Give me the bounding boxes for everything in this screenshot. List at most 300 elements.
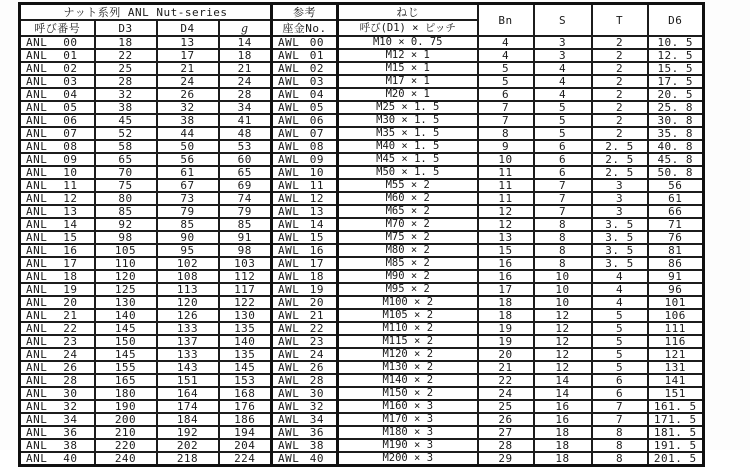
washer-number-cell bbox=[272, 400, 338, 413]
d4-cell: 102 bbox=[157, 257, 219, 270]
nut-series-label: ANL bbox=[26, 439, 48, 452]
nut-number: 03 bbox=[63, 75, 78, 88]
g-cell: 34 bbox=[219, 101, 272, 114]
d4-cell: 133 bbox=[157, 348, 219, 361]
bn-cell: 4 bbox=[478, 36, 534, 49]
nut-number: 14 bbox=[63, 218, 78, 231]
screw-spec-cell: M35 × 1. 5 bbox=[338, 127, 478, 140]
g-cell: 135 bbox=[219, 348, 272, 361]
s-cell: 6 bbox=[534, 166, 592, 179]
washer-series-label: AWL bbox=[278, 75, 300, 88]
table-row bbox=[20, 348, 704, 361]
t-cell: 3 bbox=[592, 192, 648, 205]
screw-spec-cell: M50 × 1. 5 bbox=[338, 166, 478, 179]
d6-cell: 17. 5 bbox=[648, 75, 704, 88]
nut-series-label: ANL bbox=[26, 153, 48, 166]
reference-group-header: 参考 bbox=[272, 4, 338, 21]
washer-number-cell bbox=[272, 270, 338, 283]
s-cell: 18 bbox=[534, 439, 592, 452]
bn-cell: 6 bbox=[478, 88, 534, 101]
g-cell: 69 bbox=[219, 179, 272, 192]
washer-number: 24 bbox=[309, 348, 324, 361]
nut-series-label: ANL bbox=[26, 452, 48, 465]
t-cell: 7 bbox=[592, 413, 648, 426]
bn-cell: 4 bbox=[478, 49, 534, 62]
nut-number-cell bbox=[20, 36, 95, 49]
screw-spec-cell: M190 × 3 bbox=[338, 439, 478, 452]
washer-series-label: AWL bbox=[278, 218, 300, 231]
s-cell: 4 bbox=[534, 88, 592, 101]
washer-number-cell bbox=[272, 192, 338, 205]
g-cell: 98 bbox=[219, 244, 272, 257]
nut-number: 13 bbox=[63, 205, 78, 218]
t-cell: 2. 5 bbox=[592, 153, 648, 166]
nut-number-cell bbox=[20, 270, 95, 283]
washer-number: 26 bbox=[309, 361, 324, 374]
d4-cell: 17 bbox=[157, 49, 219, 62]
d3-cell: 155 bbox=[95, 361, 157, 374]
g-cell: 53 bbox=[219, 140, 272, 153]
nut-number-cell bbox=[20, 49, 95, 62]
screw-spec-cell: M17 × 1 bbox=[338, 75, 478, 88]
d6-cell: 61 bbox=[648, 192, 704, 205]
nut-number: 15 bbox=[63, 231, 78, 244]
washer-number: 30 bbox=[309, 387, 324, 400]
washer-series-label: AWL bbox=[278, 101, 300, 114]
g-cell: 168 bbox=[219, 387, 272, 400]
nut-number: 17 bbox=[63, 257, 78, 270]
g-cell: 24 bbox=[219, 75, 272, 88]
d3-cell: 125 bbox=[95, 283, 157, 296]
table-row bbox=[20, 153, 704, 166]
washer-number-cell bbox=[272, 387, 338, 400]
nut-number: 10 bbox=[63, 166, 78, 179]
table-row bbox=[20, 309, 704, 322]
d3-cell: 58 bbox=[95, 140, 157, 153]
washer-series-label: AWL bbox=[278, 244, 300, 257]
nut-series-label: ANL bbox=[26, 374, 48, 387]
washer-series-label: AWL bbox=[278, 114, 300, 127]
screw-spec-cell: M95 × 2 bbox=[338, 283, 478, 296]
table-row bbox=[20, 387, 704, 400]
bn-cell: 24 bbox=[478, 387, 534, 400]
d4-cell: 120 bbox=[157, 296, 219, 309]
washer-number-cell bbox=[272, 62, 338, 75]
t-cell: 5 bbox=[592, 335, 648, 348]
table-row bbox=[20, 75, 704, 88]
d6-cell: 101 bbox=[648, 296, 704, 309]
washer-series-label: AWL bbox=[278, 257, 300, 270]
bn-cell: 26 bbox=[478, 413, 534, 426]
nut-number-cell bbox=[20, 179, 95, 192]
g-cell: 28 bbox=[219, 88, 272, 101]
washer-number-cell bbox=[272, 101, 338, 114]
s-cell: 4 bbox=[534, 75, 592, 88]
washer-number-cell bbox=[272, 309, 338, 322]
d6-cell: 171. 5 bbox=[648, 413, 704, 426]
d3-cell: 240 bbox=[95, 452, 157, 466]
g-cell: 103 bbox=[219, 257, 272, 270]
nut-series-label: ANL bbox=[26, 205, 48, 218]
g-cell: 74 bbox=[219, 192, 272, 205]
d3-cell: 180 bbox=[95, 387, 157, 400]
washer-series-label: AWL bbox=[278, 296, 300, 309]
d3-cell: 28 bbox=[95, 75, 157, 88]
nut-number-cell bbox=[20, 335, 95, 348]
washer-series-label: AWL bbox=[278, 192, 300, 205]
nut-series-label: ANL bbox=[26, 179, 48, 192]
table-row bbox=[20, 231, 704, 244]
d3-cell: 45 bbox=[95, 114, 157, 127]
t-cell: 8 bbox=[592, 426, 648, 439]
nut-number: 01 bbox=[63, 49, 78, 62]
g-cell: 145 bbox=[219, 361, 272, 374]
table-row bbox=[20, 244, 704, 257]
washer-number-cell bbox=[272, 205, 338, 218]
d6-cell: 25. 8 bbox=[648, 101, 704, 114]
screw-spec-cell: M40 × 1. 5 bbox=[338, 140, 478, 153]
bn-cell: 28 bbox=[478, 439, 534, 452]
screw-spec-cell: M15 × 1 bbox=[338, 62, 478, 75]
washer-series-label: AWL bbox=[278, 361, 300, 374]
d4-cell: 21 bbox=[157, 62, 219, 75]
nut-series-label: ANL bbox=[26, 387, 48, 400]
table-row bbox=[20, 127, 704, 140]
s-cell: 10 bbox=[534, 296, 592, 309]
s-cell: 18 bbox=[534, 426, 592, 439]
d3-cell: 80 bbox=[95, 192, 157, 205]
d4-cell: 13 bbox=[157, 36, 219, 49]
nut-series-label: ANL bbox=[26, 218, 48, 231]
d3-cell: 92 bbox=[95, 218, 157, 231]
d3-cell: 200 bbox=[95, 413, 157, 426]
nut-number-cell bbox=[20, 374, 95, 387]
nut-series-label: ANL bbox=[26, 309, 48, 322]
bn-cell: 5 bbox=[478, 62, 534, 75]
screw-spec-cell: M10 × 0. 75 bbox=[338, 36, 478, 49]
d3-cell: 85 bbox=[95, 205, 157, 218]
nut-number-cell bbox=[20, 296, 95, 309]
d3-cell: 25 bbox=[95, 62, 157, 75]
col-header-d3: D3 bbox=[95, 20, 157, 36]
d6-cell: 106 bbox=[648, 309, 704, 322]
screw-spec-cell: M200 × 3 bbox=[338, 452, 478, 466]
d4-cell: 79 bbox=[157, 205, 219, 218]
nut-series-label: ANL bbox=[26, 244, 48, 257]
washer-number: 20 bbox=[309, 296, 324, 309]
table-row bbox=[20, 257, 704, 270]
washer-number: 08 bbox=[309, 140, 324, 153]
nut-number: 18 bbox=[63, 270, 78, 283]
nut-series-label: ANL bbox=[26, 62, 48, 75]
t-cell: 7 bbox=[592, 400, 648, 413]
washer-number: 06 bbox=[309, 114, 324, 127]
screw-spec-cell: M70 × 2 bbox=[338, 218, 478, 231]
screw-spec-cell: M55 × 2 bbox=[338, 179, 478, 192]
d6-cell: 50. 8 bbox=[648, 166, 704, 179]
screw-spec-cell: M170 × 3 bbox=[338, 413, 478, 426]
table-body bbox=[20, 36, 704, 466]
washer-number-cell bbox=[272, 114, 338, 127]
nut-number: 38 bbox=[63, 439, 78, 452]
col-header-nut-number: 呼び番号 bbox=[20, 20, 95, 36]
s-cell: 12 bbox=[534, 348, 592, 361]
washer-number: 01 bbox=[309, 49, 324, 62]
col-header-s: S bbox=[534, 4, 592, 37]
washer-series-label: AWL bbox=[278, 426, 300, 439]
screw-spec-cell: M85 × 2 bbox=[338, 257, 478, 270]
washer-number: 13 bbox=[309, 205, 324, 218]
nut-series-label: ANL bbox=[26, 36, 48, 49]
d3-cell: 75 bbox=[95, 179, 157, 192]
washer-series-label: AWL bbox=[278, 62, 300, 75]
t-cell: 4 bbox=[592, 283, 648, 296]
washer-series-label: AWL bbox=[278, 153, 300, 166]
screw-spec-cell: M12 × 1 bbox=[338, 49, 478, 62]
d3-cell: 120 bbox=[95, 270, 157, 283]
table-row bbox=[20, 114, 704, 127]
d4-cell: 184 bbox=[157, 413, 219, 426]
d3-cell: 70 bbox=[95, 166, 157, 179]
washer-series-label: AWL bbox=[278, 140, 300, 153]
d4-cell: 26 bbox=[157, 88, 219, 101]
g-cell: 60 bbox=[219, 153, 272, 166]
nut-number-cell bbox=[20, 231, 95, 244]
bn-cell: 8 bbox=[478, 127, 534, 140]
washer-number-cell bbox=[272, 439, 338, 452]
table-row bbox=[20, 140, 704, 153]
table-row bbox=[20, 192, 704, 205]
d4-cell: 24 bbox=[157, 75, 219, 88]
t-cell: 3 bbox=[592, 179, 648, 192]
washer-number-cell bbox=[272, 153, 338, 166]
d6-cell: 40. 8 bbox=[648, 140, 704, 153]
d6-cell: 116 bbox=[648, 335, 704, 348]
d4-cell: 32 bbox=[157, 101, 219, 114]
screw-spec-cell: M75 × 2 bbox=[338, 231, 478, 244]
washer-number: 28 bbox=[309, 374, 324, 387]
nut-number: 07 bbox=[63, 127, 78, 140]
d3-cell: 18 bbox=[95, 36, 157, 49]
t-cell: 3. 5 bbox=[592, 218, 648, 231]
nut-number: 00 bbox=[63, 36, 78, 49]
nut-series-label: ANL bbox=[26, 114, 48, 127]
bn-cell: 16 bbox=[478, 257, 534, 270]
t-cell: 2. 5 bbox=[592, 140, 648, 153]
screw-spec-cell: M45 × 1. 5 bbox=[338, 153, 478, 166]
washer-number-cell bbox=[272, 426, 338, 439]
d4-cell: 202 bbox=[157, 439, 219, 452]
col-header-g: g bbox=[219, 20, 272, 36]
d6-cell: 71 bbox=[648, 218, 704, 231]
washer-number-cell bbox=[272, 413, 338, 426]
washer-number-cell bbox=[272, 49, 338, 62]
d4-cell: 133 bbox=[157, 322, 219, 335]
nut-number: 04 bbox=[63, 88, 78, 101]
t-cell: 4 bbox=[592, 270, 648, 283]
g-cell: 117 bbox=[219, 283, 272, 296]
washer-number: 02 bbox=[309, 62, 324, 75]
d6-cell: 12. 5 bbox=[648, 49, 704, 62]
washer-number: 34 bbox=[309, 413, 324, 426]
bn-cell: 7 bbox=[478, 114, 534, 127]
col-header-bn: Bn bbox=[478, 4, 534, 37]
t-cell: 6 bbox=[592, 374, 648, 387]
nut-number: 05 bbox=[63, 101, 78, 114]
nut-number-cell bbox=[20, 114, 95, 127]
nut-number: 19 bbox=[63, 283, 78, 296]
table-row bbox=[20, 166, 704, 179]
nut-number: 30 bbox=[63, 387, 78, 400]
d6-cell: 15. 5 bbox=[648, 62, 704, 75]
nut-number-cell bbox=[20, 322, 95, 335]
d3-cell: 65 bbox=[95, 153, 157, 166]
d4-cell: 218 bbox=[157, 452, 219, 466]
s-cell: 7 bbox=[534, 205, 592, 218]
washer-number: 38 bbox=[309, 439, 324, 452]
d4-cell: 38 bbox=[157, 114, 219, 127]
washer-number: 11 bbox=[309, 179, 324, 192]
bn-cell: 21 bbox=[478, 361, 534, 374]
t-cell: 2. 5 bbox=[592, 166, 648, 179]
t-cell: 2 bbox=[592, 114, 648, 127]
screw-spec-cell: M110 × 2 bbox=[338, 322, 478, 335]
bn-cell: 19 bbox=[478, 335, 534, 348]
table-header bbox=[20, 4, 704, 37]
nut-number-cell bbox=[20, 426, 95, 439]
washer-number-cell bbox=[272, 231, 338, 244]
screw-spec-cell: M100 × 2 bbox=[338, 296, 478, 309]
washer-number: 09 bbox=[309, 153, 324, 166]
nut-series-spec-table bbox=[18, 2, 705, 467]
washer-number-cell bbox=[272, 361, 338, 374]
d6-cell: 86 bbox=[648, 257, 704, 270]
washer-number-cell bbox=[272, 166, 338, 179]
washer-number-cell bbox=[272, 452, 338, 466]
s-cell: 18 bbox=[534, 452, 592, 466]
g-cell: 79 bbox=[219, 205, 272, 218]
d6-cell: 201. 5 bbox=[648, 452, 704, 466]
d4-cell: 56 bbox=[157, 153, 219, 166]
d3-cell: 22 bbox=[95, 49, 157, 62]
washer-number: 15 bbox=[309, 231, 324, 244]
g-cell: 41 bbox=[219, 114, 272, 127]
bn-cell: 20 bbox=[478, 348, 534, 361]
screw-spec-cell: M60 × 2 bbox=[338, 192, 478, 205]
nut-number-cell bbox=[20, 413, 95, 426]
g-cell: 65 bbox=[219, 166, 272, 179]
nut-number-cell bbox=[20, 127, 95, 140]
washer-number: 00 bbox=[309, 36, 324, 49]
d6-cell: 191. 5 bbox=[648, 439, 704, 452]
s-cell: 10 bbox=[534, 283, 592, 296]
bn-cell: 27 bbox=[478, 426, 534, 439]
nut-number: 11 bbox=[63, 179, 78, 192]
d6-cell: 20. 5 bbox=[648, 88, 704, 101]
nut-number-cell bbox=[20, 75, 95, 88]
d3-cell: 140 bbox=[95, 309, 157, 322]
washer-number-cell bbox=[272, 36, 338, 49]
nut-series-label: ANL bbox=[26, 257, 48, 270]
washer-series-label: AWL bbox=[278, 452, 300, 465]
nut-series-label: ANL bbox=[26, 88, 48, 101]
table-row bbox=[20, 36, 704, 49]
d4-cell: 137 bbox=[157, 335, 219, 348]
nut-number-cell bbox=[20, 166, 95, 179]
t-cell: 2 bbox=[592, 49, 648, 62]
table-row bbox=[20, 101, 704, 114]
washer-series-label: AWL bbox=[278, 322, 300, 335]
nut-number-cell bbox=[20, 400, 95, 413]
nut-number-cell bbox=[20, 361, 95, 374]
nut-series-label: ANL bbox=[26, 283, 48, 296]
d3-cell: 110 bbox=[95, 257, 157, 270]
d3-cell: 150 bbox=[95, 335, 157, 348]
d3-cell: 98 bbox=[95, 231, 157, 244]
d3-cell: 105 bbox=[95, 244, 157, 257]
washer-series-label: AWL bbox=[278, 231, 300, 244]
washer-series-label: AWL bbox=[278, 387, 300, 400]
nut-number: 28 bbox=[63, 374, 78, 387]
d4-cell: 143 bbox=[157, 361, 219, 374]
washer-number: 18 bbox=[309, 270, 324, 283]
bn-cell: 15 bbox=[478, 244, 534, 257]
s-cell: 5 bbox=[534, 114, 592, 127]
d4-cell: 164 bbox=[157, 387, 219, 400]
t-cell: 3. 5 bbox=[592, 231, 648, 244]
t-cell: 3 bbox=[592, 205, 648, 218]
d3-cell: 190 bbox=[95, 400, 157, 413]
table-row bbox=[20, 205, 704, 218]
washer-number-cell bbox=[272, 322, 338, 335]
nut-number-cell bbox=[20, 218, 95, 231]
bn-cell: 11 bbox=[478, 192, 534, 205]
washer-series-label: AWL bbox=[278, 348, 300, 361]
d3-cell: 130 bbox=[95, 296, 157, 309]
bn-cell: 10 bbox=[478, 153, 534, 166]
s-cell: 14 bbox=[534, 387, 592, 400]
d3-cell: 38 bbox=[95, 101, 157, 114]
nut-series-label: ANL bbox=[26, 49, 48, 62]
t-cell: 2 bbox=[592, 127, 648, 140]
g-cell: 18 bbox=[219, 49, 272, 62]
d6-cell: 131 bbox=[648, 361, 704, 374]
g-cell: 224 bbox=[219, 452, 272, 466]
bn-cell: 17 bbox=[478, 283, 534, 296]
nut-series-label: ANL bbox=[26, 270, 48, 283]
nut-series-label: ANL bbox=[26, 127, 48, 140]
washer-series-label: AWL bbox=[278, 49, 300, 62]
nut-number-cell bbox=[20, 348, 95, 361]
screw-group-header: ねじ bbox=[338, 4, 478, 21]
d6-cell: 10. 5 bbox=[648, 36, 704, 49]
washer-series-label: AWL bbox=[278, 205, 300, 218]
g-cell: 186 bbox=[219, 413, 272, 426]
nut-series-label: ANL bbox=[26, 361, 48, 374]
washer-number-cell bbox=[272, 140, 338, 153]
nut-number-cell bbox=[20, 101, 95, 114]
d6-cell: 76 bbox=[648, 231, 704, 244]
bn-cell: 12 bbox=[478, 218, 534, 231]
d4-cell: 108 bbox=[157, 270, 219, 283]
t-cell: 4 bbox=[592, 296, 648, 309]
table-row bbox=[20, 218, 704, 231]
nut-number: 12 bbox=[63, 192, 78, 205]
g-cell: 140 bbox=[219, 335, 272, 348]
nut-number: 22 bbox=[63, 322, 78, 335]
s-cell: 7 bbox=[534, 179, 592, 192]
nut-number-cell bbox=[20, 244, 95, 257]
